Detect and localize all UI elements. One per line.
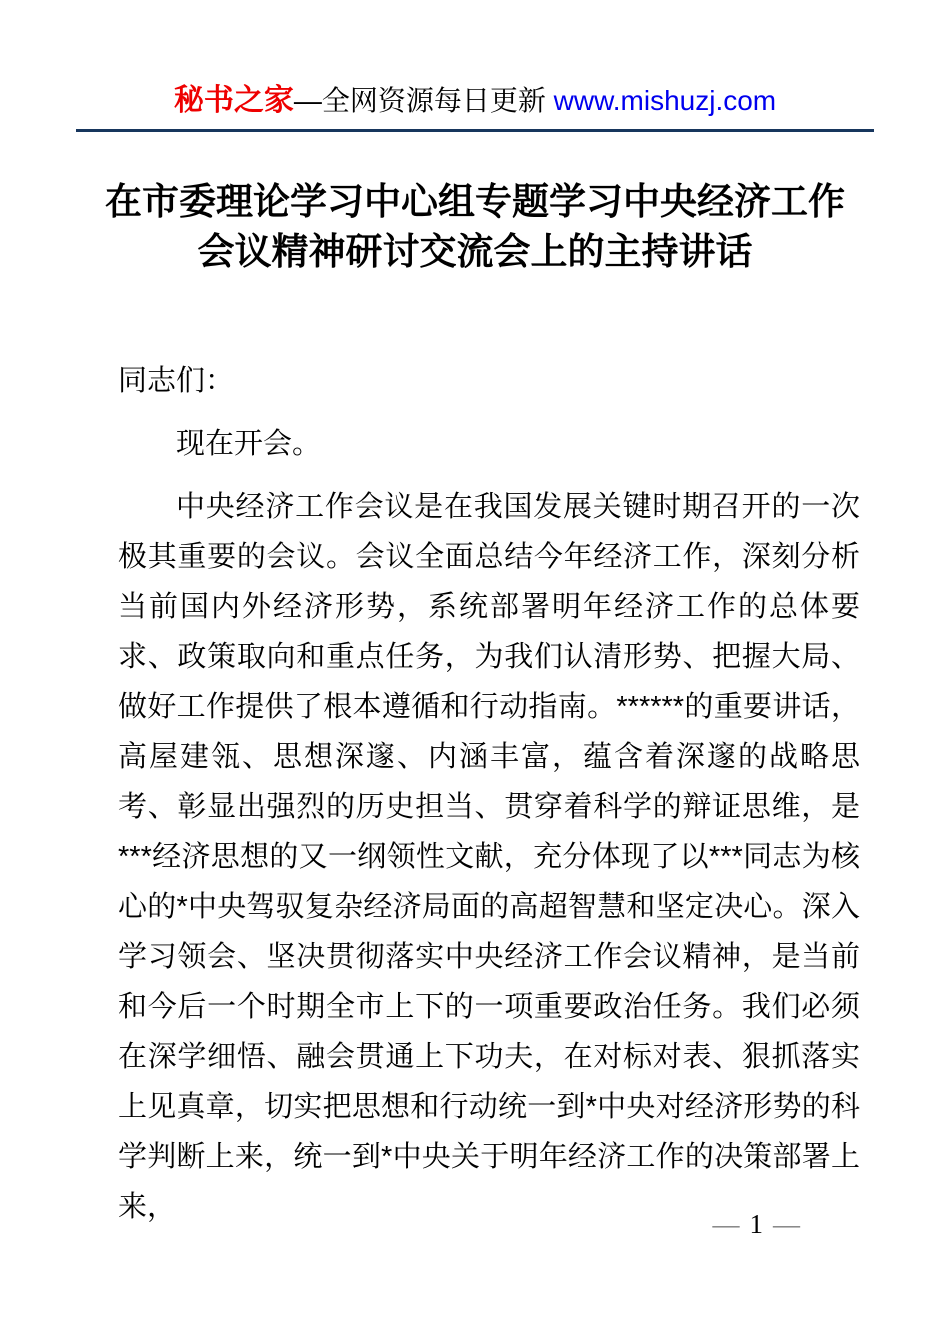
page-number-value: 1 (749, 1209, 763, 1239)
salutation: 同志们： (118, 365, 235, 397)
document-title (60, 177, 890, 277)
header-tagline: —全网资源每日更新 (293, 85, 554, 116)
document-title-line2: 会议精神研讨交流会上的主持讲话 (197, 231, 753, 272)
site-url-link[interactable]: www.mishuzj.com (553, 85, 777, 116)
document-body (118, 356, 860, 1245)
paragraph-opening: 现在开会。 (176, 428, 322, 460)
paragraph-main: 中央经济工作会议是在我国发展关键时期召开的一次极其重要的会议。会议全面总结今年经济工作，深刻分析当前国内外经济形势，系统部署明年经济工作的总体要求、政策取向和重点任务，为我们认清形势、把握大局、做好工作提供了根本遵循和行动指南。******的重要讲话，高屋建瓴、思想深邃、内涵丰富，蕴含着深邃的战略思考、彰显出强烈的历史担当、贯穿着科学的辩证思维，是***经济思想的又一纲领性文献，充分体现了以***同志为核心的*中央驾驭复杂经济局面的高超智慧和坚定决心。深入学习领会、坚决贯彻落实中央经济工作会议精神，是当前和今后一个时期全市上下的一项重要政治任务。我们必须在深学细悟、融会贯通上下功夫，在对标对表、狠抓落实上见真章，切实把思想和行动统一到*中央对经济形势的科学判断上来，统一到*中央关于明年经济工作的决策部署上来， (118, 491, 860, 1223)
document-title-line1: 在市委理论学习中心组专题学习中央经济工作 (105, 181, 845, 222)
brand-name: 秘书之家 (173, 84, 294, 117)
site-header (0, 84, 950, 118)
page-number-dash-left: — (712, 1209, 740, 1239)
page-number-dash-right: — (773, 1209, 800, 1239)
page-number (713, 1209, 801, 1239)
header-rule (76, 129, 874, 132)
